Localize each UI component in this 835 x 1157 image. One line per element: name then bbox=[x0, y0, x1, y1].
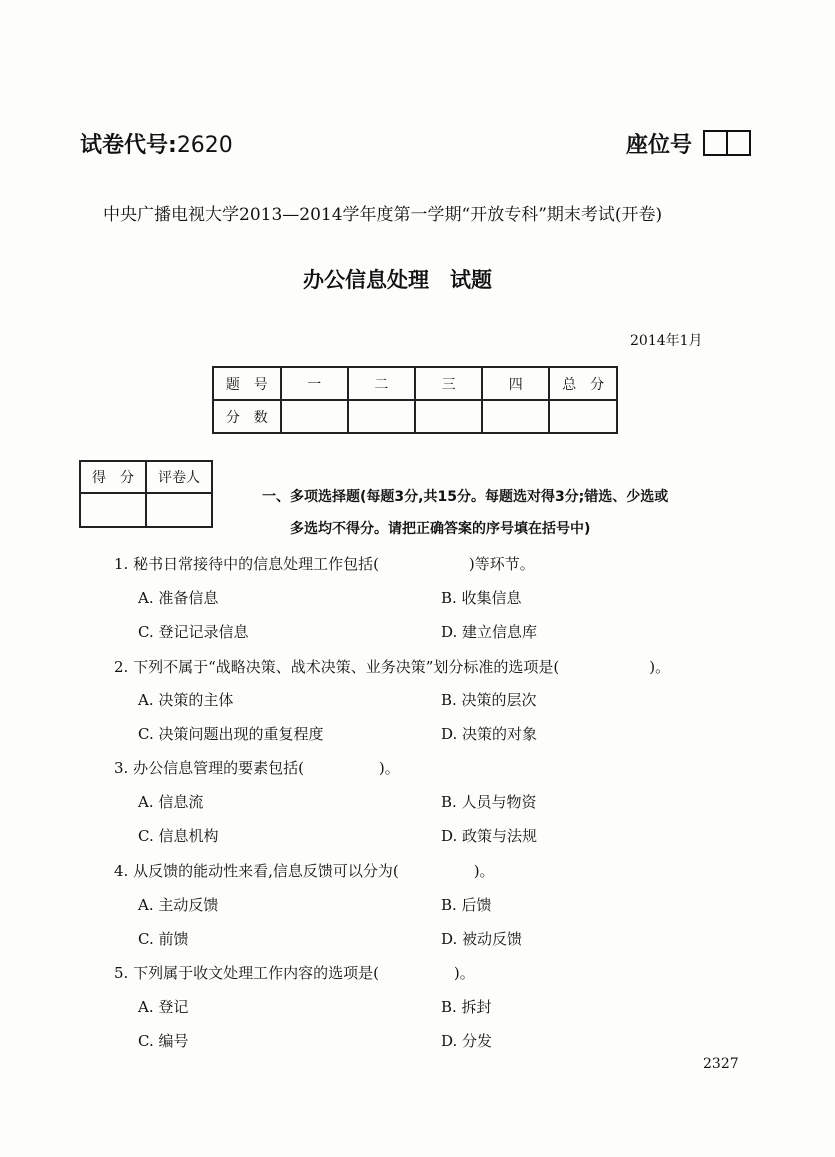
score-table-col-2: 二 bbox=[348, 367, 415, 400]
option-c: C. 前馈 bbox=[138, 930, 189, 948]
question-1: 1. 秘书日常接待中的信息处理工作包括( )等环节。 bbox=[114, 555, 535, 573]
option-a: A. 主动反馈 bbox=[138, 896, 219, 914]
score-table bbox=[212, 366, 618, 434]
seat-box bbox=[703, 130, 751, 156]
option-c: C. 决策问题出现的重复程度 bbox=[138, 725, 324, 743]
score-cell bbox=[549, 400, 617, 433]
option-b: B. 拆封 bbox=[441, 998, 492, 1016]
score-cell bbox=[415, 400, 482, 433]
exam-date: 2014年1月 bbox=[630, 333, 703, 349]
option-d: D. 决策的对象 bbox=[441, 725, 538, 743]
grader-name-label: 评卷人 bbox=[146, 461, 212, 493]
question-5: 5. 下列属于收文处理工作内容的选项是( )。 bbox=[114, 964, 475, 982]
paper-code-label: 试卷代号: bbox=[80, 133, 177, 158]
score-table-score-row bbox=[213, 400, 617, 433]
score-table-col-1: 一 bbox=[281, 367, 348, 400]
option-d: D. 政策与法规 bbox=[441, 827, 538, 845]
seat-box-divider bbox=[726, 132, 728, 154]
question-4: 4. 从反馈的能动性来看,信息反馈可以分为( )。 bbox=[114, 862, 495, 880]
option-a: A. 决策的主体 bbox=[138, 691, 234, 709]
question-2: 2. 下列不属于“战略决策、战术决策、业务决策”划分标准的选项是( )。 bbox=[114, 658, 671, 676]
grader-box bbox=[79, 460, 213, 528]
exam-header: 中央广播电视大学2013—2014学年度第一学期“开放专科”期末考试(开卷) bbox=[103, 205, 663, 225]
option-a: A. 信息流 bbox=[138, 793, 204, 811]
option-b: B. 决策的层次 bbox=[441, 691, 537, 709]
option-a: A. 准备信息 bbox=[138, 589, 219, 607]
paper-code bbox=[80, 128, 233, 159]
paper-code-value: 2620 bbox=[176, 133, 233, 158]
option-d: D. 建立信息库 bbox=[441, 623, 538, 641]
option-d: D. 被动反馈 bbox=[441, 930, 523, 948]
option-b: B. 人员与物资 bbox=[441, 793, 537, 811]
option-c: C. 登记记录信息 bbox=[138, 623, 249, 641]
option-d: D. 分发 bbox=[441, 1032, 493, 1050]
score-table-label-cell: 题 号 bbox=[213, 367, 281, 400]
score-cell bbox=[482, 400, 549, 433]
option-c: C. 编号 bbox=[138, 1032, 189, 1050]
page-number: 2327 bbox=[703, 1056, 739, 1072]
grader-score-cell bbox=[80, 493, 146, 527]
section-heading-line1: 一、多项选择题(每题3分,共15分。每题选对得3分;错选、少选或 bbox=[262, 489, 669, 505]
grader-name-cell bbox=[146, 493, 212, 527]
section-heading-line2: 多选均不得分。请把正确答案的序号填在括号中) bbox=[290, 521, 591, 537]
score-table-col-3: 三 bbox=[415, 367, 482, 400]
seat-number bbox=[626, 128, 692, 159]
option-b: B. 后馈 bbox=[441, 896, 492, 914]
score-table-total: 总 分 bbox=[549, 367, 617, 400]
question-3: 3. 办公信息管理的要素包括( )。 bbox=[114, 759, 400, 777]
score-table-header-row bbox=[213, 367, 617, 400]
option-b: B. 收集信息 bbox=[441, 589, 522, 607]
grader-score-label: 得 分 bbox=[80, 461, 146, 493]
score-table-col-4: 四 bbox=[482, 367, 549, 400]
option-a: A. 登记 bbox=[138, 998, 189, 1016]
score-cell bbox=[348, 400, 415, 433]
option-c: C. 信息机构 bbox=[138, 827, 219, 845]
exam-title: 办公信息处理 试题 bbox=[303, 268, 492, 292]
score-table-score-label: 分 数 bbox=[213, 400, 281, 433]
seat-label: 座位号 bbox=[626, 133, 693, 158]
score-cell bbox=[281, 400, 348, 433]
